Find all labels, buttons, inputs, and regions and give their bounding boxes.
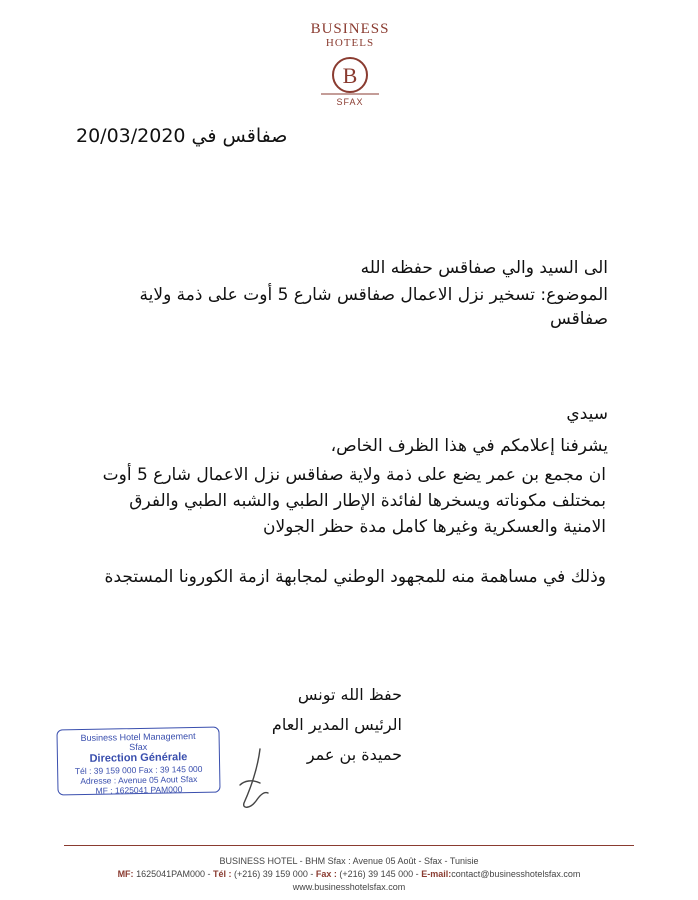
stamp-line-6: MF : 1625041 PAM000 — [95, 784, 183, 796]
stamp-line-1: Business Hotel Management — [80, 731, 196, 744]
footer-divider — [64, 845, 634, 846]
addressee: الى السيد والي صفاقس حفظه الله — [360, 258, 608, 278]
letterhead-logo — [290, 22, 410, 117]
footer-mf-label: MF: — [117, 869, 134, 879]
footer-tel-label: Tél : — [212, 869, 232, 879]
monogram-icon — [315, 51, 385, 107]
signatory-title: الرئيس المدير العام — [271, 715, 402, 734]
footer-website-link[interactable]: www.businesshotelsfax.com — [292, 882, 406, 892]
closing-paragraph: وذلك في مساهمة منه للمجهود الوطني لمجابهة ازمة الكورونا المستجدة — [104, 567, 606, 587]
brand-name: BUSINESS — [310, 21, 390, 37]
stamp-line-5: Adresse : Avenue 05 Aout Sfax — [80, 773, 198, 787]
footer-email-link[interactable]: contact@businesshotelsfax.com — [451, 869, 581, 879]
brand-subtitle: HOTELS — [325, 37, 375, 49]
official-stamp — [56, 727, 220, 796]
letter-date: صفاقس في 20/03/2020 — [76, 125, 288, 147]
prayer-line: حفظ الله تونس — [297, 685, 402, 704]
handwritten-signature-icon — [230, 745, 290, 815]
signature-block — [272, 680, 402, 770]
salutation: سيدي — [566, 404, 608, 424]
footer-tel-value: (+216) 39 159 000 - — [234, 869, 314, 879]
stamp-line-2: Sfax — [129, 741, 148, 753]
signatory-name: حميدة بن عمر — [306, 745, 402, 764]
stamp-line-4: Tél : 39 159 000 Fax : 39 145 000 — [74, 763, 203, 777]
city-name: SFAX — [336, 97, 364, 107]
body-paragraph: ان مجمع بن عمر يضع على ذمة ولاية صفاقس نزل الاعمال شارع 5 أوت بمختلف مكوناته ويسخرها لفائدة الإطار الطبي والشبه الطبي والفرق الامنية والعسكرية وغيرها كامل مدة حظر الجولان — [102, 465, 606, 537]
footer-fax-value: (+216) 39 145 000 - — [339, 869, 419, 879]
footer-contact — [0, 869, 698, 879]
monogram-letter: B — [342, 63, 358, 88]
footer-address: BUSINESS HOTEL - BHM Sfax : Avenue 05 Août - Sfax - Tunisie — [219, 856, 479, 866]
footer-mf-value: 1625041PAM000 - — [136, 869, 211, 879]
footer-email-label: E-mail: — [421, 869, 452, 879]
footer-fax-label: Fax : — [315, 869, 337, 879]
intro-paragraph: يشرفنا إعلامكم في هذا الظرف الخاص، — [330, 436, 608, 456]
subject-line: الموضوع: تسخير نزل الاعمال صفاقس شارع 5 أوت على ذمة ولاية صفاقس — [139, 285, 608, 329]
stamp-line-3: Direction Générale — [89, 751, 188, 765]
